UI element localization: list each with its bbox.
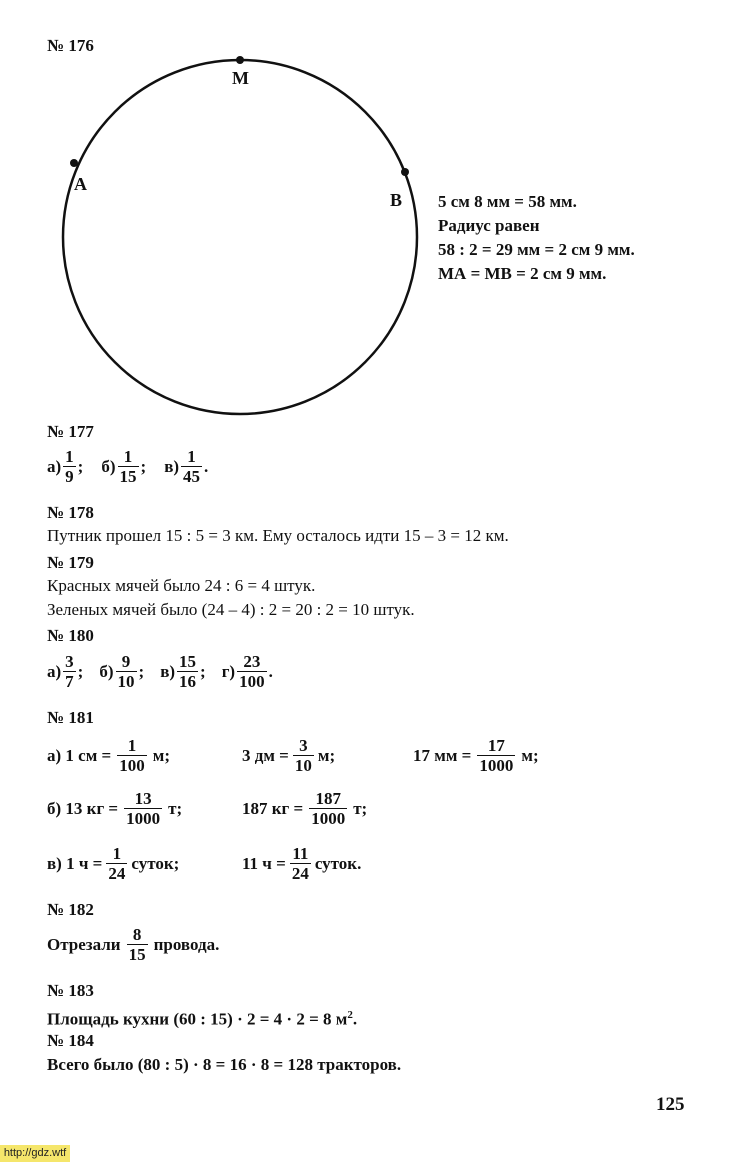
task-181-a3: 17 мм = $\frac{17}{1000}$ м;	[413, 736, 539, 775]
task-177-item-c: в) $\frac{1}{45}$ .	[164, 447, 209, 486]
task-179-line-2: Зеленых мячей было (24 – 4) : 2 = 20 : 2 = 10 штук.	[47, 600, 415, 619]
task-177-item-a: а) $\frac{1}{9}$ ;	[47, 447, 84, 486]
task-180-item-b: б) $\frac{9}{10}$ ;	[99, 652, 145, 691]
task-180-answers	[47, 653, 273, 690]
task-184-header: № 184	[47, 1031, 94, 1050]
task-176-header: № 176	[47, 36, 94, 55]
task-177-item-b: б) $\frac{1}{15}$ ;	[101, 447, 147, 486]
task-181-header: № 181	[47, 708, 94, 727]
task-176-line-1: 5 см 8 мм = 58 мм.	[438, 192, 577, 211]
point-m	[236, 56, 244, 64]
point-a	[70, 159, 78, 167]
task-177-answers	[47, 448, 208, 485]
task-178-line: Путник прошел 15 : 5 = 3 км. Ему осталось идти 15 – 3 = 12 км.	[47, 526, 509, 545]
task-181-a2: 3 дм = $\frac{3}{10}$ м;	[242, 736, 336, 775]
label-a: A	[74, 174, 87, 194]
watermark-link[interactable]: http://gdz.wtf	[0, 1145, 70, 1162]
point-b	[401, 168, 409, 176]
task-184-line: Всего было (80 : 5) · 8 = 16 · 8 = 128 тракторов.	[47, 1055, 402, 1074]
task-183-header: № 183	[47, 981, 94, 1000]
task-181-c2: 11 ч = $\frac{11}{24}$ суток.	[242, 844, 362, 883]
task-179-header: № 179	[47, 553, 94, 572]
task-180-item-d: г) $\frac{23}{100}$ .	[221, 652, 273, 691]
task-177-header: № 177	[47, 422, 94, 441]
task-176-line-3: 58 : 2 = 29 мм = 2 см 9 мм.	[438, 240, 635, 259]
task-180-item-a: а) $\frac{3}{7}$ ;	[47, 652, 84, 691]
task-180-item-c: в) $\frac{15}{16}$ ;	[160, 652, 206, 691]
task-181-a1: а) 1 см = $\frac{1}{100}$ м;	[47, 736, 170, 775]
task-182-line: Отрезали $\frac{8}{15}$ провода.	[47, 925, 220, 964]
circle	[63, 60, 417, 414]
task-183-line: Площадь кухни (60 : 15) · 2 = 4 · 2 = 8 $м^2$.	[47, 1009, 358, 1029]
task-182-header: № 182	[47, 900, 94, 919]
task-181-b1: б) 13 кг = $\frac{13}{1000}$ т;	[47, 789, 183, 828]
task-178-header: № 178	[47, 503, 94, 522]
task-181-b2: 187 кг = $\frac{187}{1000}$ т;	[242, 789, 368, 828]
task-176-line-2: Радиус равен	[438, 216, 540, 235]
task-181-c1: в) 1 ч = $\frac{1}{24}$ суток;	[47, 844, 180, 883]
task-180-header: № 180	[47, 626, 94, 645]
task-176-line-4: МА = МВ = 2 см 9 мм.	[438, 264, 607, 283]
task-179-line-1: Красных мячей было 24 : 6 = 4 штук.	[47, 576, 316, 595]
circle-diagram	[0, 0, 739, 430]
label-b: B	[390, 190, 403, 210]
label-m: M	[232, 68, 249, 88]
page-number: 125	[656, 1094, 685, 1115]
